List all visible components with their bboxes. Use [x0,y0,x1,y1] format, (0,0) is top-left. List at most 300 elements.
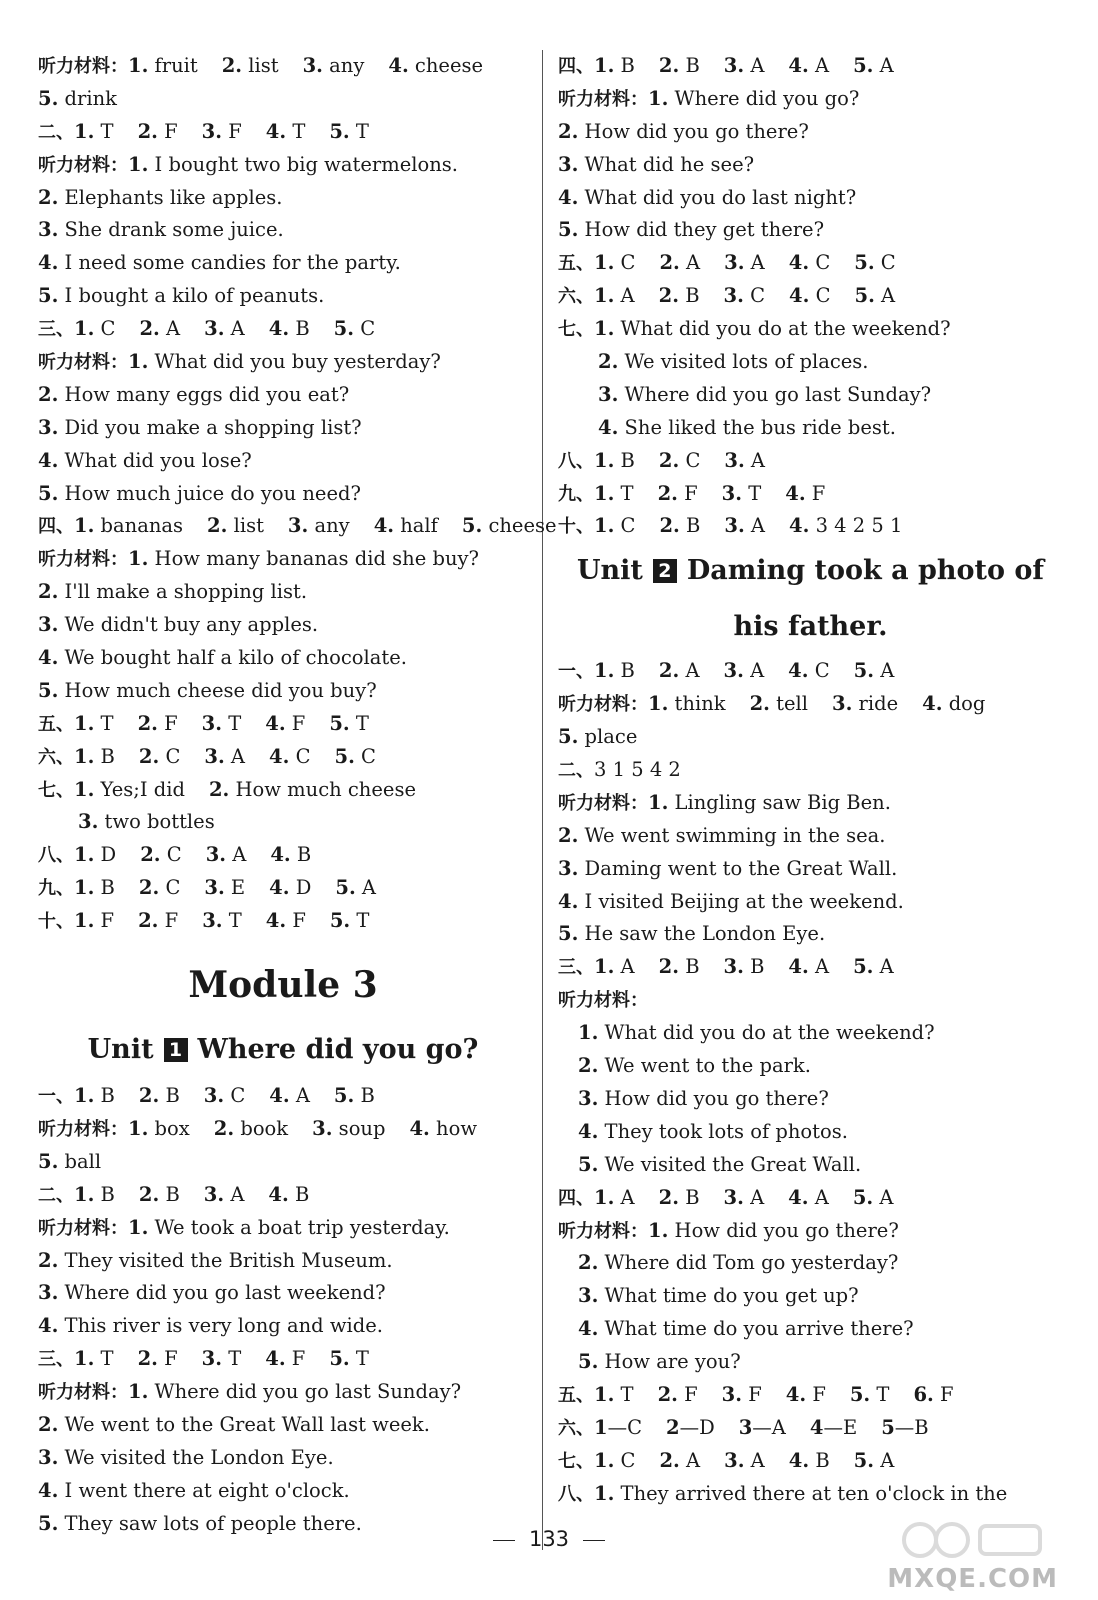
answer-line [558,787,1063,820]
answer-item: 4. C [788,659,830,683]
answer-item: 5. cheese [461,514,557,538]
unit-title: Where did you go? [197,1034,479,1066]
unit-title-continued: his father. [733,611,888,643]
answer-item: 4. C [269,744,311,768]
answer-item: 1. How did you go there? [648,1218,899,1242]
answer-item: 1. What did you do at the weekend? [594,317,951,341]
answer-line [38,1277,528,1310]
answer-item: 2. A [658,659,700,683]
section-label: 二、 [558,760,594,782]
answer-item: 1. B [594,448,635,472]
section-label: 一、 [558,661,594,683]
answer-item: 2. C [658,448,701,472]
answer-item: 5. He saw the London Eye. [558,922,826,946]
answer-line [38,346,528,379]
answer-item: 5. T [329,909,370,933]
section-label: 听力材料： [558,990,648,1012]
answer-item: 3—A [738,1415,786,1439]
answer-item: 2. Where did Tom go yesterday? [578,1251,899,1275]
answer-item: 3. T [201,711,242,735]
answer-item: 2. F [137,711,178,735]
left-column [38,50,557,1541]
section-label: 三、 [38,1349,74,1371]
unit-word: Unit [87,1034,154,1066]
section-label: 听力材料： [38,352,128,374]
answer-line [38,1376,528,1409]
unit-number-badge: 2 [653,559,677,583]
answer-item: 3 1 5 4 2 [594,758,681,782]
section-label: 听力材料： [558,792,648,814]
answer-item: 3. A [204,317,245,341]
answer-item: 3. C [203,1084,246,1108]
answer-item: 3. She drank some juice. [38,218,284,242]
answer-item: 3. A [204,744,246,768]
answer-item: 1. F [74,909,115,933]
answer-line [558,1083,1063,1116]
answer-item: 1. Yes;I did [74,777,185,801]
answer-item: 1. Where did you go last Sunday? [128,1380,462,1404]
answer-item: 1—C [594,1415,642,1439]
answer-item: 2. C [138,876,181,900]
answer-item: 1. box [128,1116,190,1140]
answer-item: 1. T [594,1382,634,1406]
section-label: 八、 [558,1483,594,1505]
right-column [558,50,1063,1511]
answer-item: 1. I bought two big watermelons. [128,152,458,176]
answer-item: 3. A [205,843,247,867]
answer-item: 2. B [658,1185,700,1209]
unit-number-badge: 1 [164,1038,188,1062]
answer-item: 4. A [269,1084,310,1108]
answer-item: 3. Daming went to the Great Wall. [558,856,898,880]
answer-line [38,774,528,807]
answer-line [38,1146,528,1179]
answer-item: 5. A [853,1448,895,1472]
answer-line [558,688,1063,721]
answer-item: 1. bananas [74,514,184,538]
answer-item: 4. C [788,251,831,275]
answer-item: 2. B [138,1182,180,1206]
answer-line [38,1409,528,1442]
answer-line [558,1412,1063,1445]
answer-line [558,820,1063,853]
section-label: 八、 [558,450,594,472]
answer-item: 3. A [723,1185,765,1209]
answer-item: 4. What time do you arrive there? [578,1317,914,1341]
answer-item: 4. What did you lose? [38,448,252,472]
answer-line [558,313,1063,346]
answer-item: 1. D [74,843,117,867]
answer-line [38,214,528,247]
answer-item: 2. We visited lots of places. [598,350,869,374]
answer-item: 3. Where did you go last Sunday? [598,382,932,406]
answer-item: 4. F [265,1347,306,1371]
answer-item: 3. soup [312,1116,386,1140]
answer-item: 4. I visited Beijing at the weekend. [558,889,904,913]
answer-item: 5. C [854,251,896,275]
answer-line [38,1310,528,1343]
answer-item: 3. A [724,251,765,275]
answer-item: 2. F [137,1347,178,1371]
answer-item: 2. A [139,317,181,341]
answer-item: 5. We visited the Great Wall. [578,1152,862,1176]
answer-line [558,1247,1063,1280]
answer-line [38,280,528,313]
answer-line [38,905,528,938]
answer-line [558,510,1063,543]
answer-item: 3. ride [832,692,899,716]
answer-item: 5. C [333,317,376,341]
answer-item: 4. We bought half a kilo of chocolate. [38,646,407,670]
answer-item: 5. How much cheese did you buy? [38,678,377,702]
module-heading: Module 3 [188,964,378,1007]
answer-item: 4. They took lots of photos. [578,1119,848,1143]
answer-line [38,576,528,609]
answer-item: 5. A [335,876,377,900]
answer-line [38,247,528,280]
answer-item: 3. A [723,659,765,683]
answer-line [558,50,1063,83]
section-label: 四、 [558,1187,594,1209]
answer-line [38,806,528,839]
answer-item: 2. C [140,843,182,867]
section-label: 听力材料： [558,1220,648,1242]
answer-item: 4. A [788,54,830,77]
section-label: 七、 [38,779,74,801]
answer-item: 3. How did you go there? [578,1086,829,1110]
answer-line [38,1245,528,1278]
answer-item: 1. A [594,284,635,308]
answer-item: 5. T [849,1382,890,1406]
section-label: 八、 [38,845,74,867]
answer-item: 1. C [74,317,116,341]
answer-item: 3. B [723,955,765,979]
answer-line [558,886,1063,919]
answer-line [38,1113,528,1146]
section-label: 九、 [558,483,594,505]
section-label: 听力材料： [38,549,128,571]
answer-item: 4. This river is very long and wide. [38,1314,383,1338]
answer-item: 4. 3 4 2 5 1 [789,514,903,538]
answer-item: 4. F [265,909,306,933]
answer-item: 3. Where did you go last weekend? [38,1281,386,1305]
answer-line [38,839,528,872]
answer-line [38,510,557,543]
answer-line [38,1080,528,1113]
answer-item: 1. What did you do at the weekend? [578,1021,935,1045]
answer-line [558,346,1063,379]
answer-line [38,1343,528,1376]
answer-line [558,445,1063,478]
answer-item: 4. dog [922,692,986,716]
answer-item: 2. list [221,54,279,77]
section-label: 十、 [558,516,594,538]
section-label: 听力材料： [38,1382,128,1404]
answer-line [558,1215,1063,1248]
answer-item: 4. A [788,955,830,979]
answer-item: 3. A [724,1448,765,1472]
answer-item: 1. B [74,744,115,768]
answer-line [38,872,528,905]
answer-item: 3. A [724,514,766,538]
answer-item: 3. E [204,876,246,900]
answer-line [558,1149,1063,1182]
answer-line [38,1442,528,1475]
answer-item: 1. Lingling saw Big Ben. [648,790,891,814]
answer-line [558,1017,1063,1050]
answer-item: 1. C [594,514,636,538]
answer-item: 4. F [785,1382,826,1406]
answer-item: 4. B [268,317,310,341]
answer-item: 5. T [329,1347,369,1371]
answer-item: 2. We went to the Great Wall last week. [38,1412,430,1436]
answer-item: 1. B [74,1084,115,1108]
answer-item: 2. I'll make a shopping list. [38,580,308,604]
answer-item: 2. F [137,119,178,143]
answer-item: 3. two bottles [78,810,215,834]
footer-dash-left [493,1540,515,1541]
answer-item: 2. They visited the British Museum. [38,1248,393,1272]
answer-item: 5. I bought a kilo of peanuts. [38,284,325,308]
answer-line [558,478,1063,511]
answer-item: 4. C [789,284,831,308]
answer-item: 2. F [657,481,698,505]
answer-item: 4. I went there at eight o'clock. [38,1478,350,1502]
answer-line [558,1379,1063,1412]
answer-item: 1. T [74,119,114,143]
answer-item: 2. F [138,909,179,933]
answer-item: 4. She liked the bus ride best. [598,415,896,439]
answer-line [558,83,1063,116]
answer-item: 4. D [269,876,312,900]
answer-item: 5. A [854,284,896,308]
column-divider [542,50,543,1550]
answer-item: 2. B [658,955,700,979]
answer-item: 1. fruit [128,54,198,77]
answer-line [558,149,1063,182]
answer-item: 3. any [302,54,365,77]
answer-item: 2. B [658,284,700,308]
answer-item: 2. We went swimming in the sea. [558,823,886,847]
answer-item: 4. What did you do last night? [558,185,857,209]
section-label: 六、 [558,286,594,308]
answer-item: 5. A [853,955,894,979]
answer-item: 2. C [138,744,181,768]
answer-item: 5. A [853,54,894,77]
answer-line [38,50,528,83]
footer-dash-right [583,1540,605,1541]
unit-heading [558,543,1063,599]
answer-line [558,214,1063,247]
answer-item: 1. T [594,481,634,505]
answer-item: 1. They arrived there at ten o'clock in the [594,1481,1008,1505]
answer-item: 1. T [74,1347,114,1371]
section-label: 五、 [558,253,594,275]
answer-item: 2. We went to the park. [578,1054,811,1078]
answer-item: 3. T [201,1347,242,1371]
answer-item: 3. A [724,448,766,472]
answer-line [558,1478,1063,1511]
answer-item: 4. T [265,119,306,143]
answer-item: 5. How are you? [578,1350,741,1374]
watermark-text: MXQE.COM [887,1564,1058,1594]
answer-item: 5. How did they get there? [558,218,825,242]
answer-item: 4. half [373,514,438,538]
section-label: 七、 [558,1450,594,1472]
answer-item: 2. B [659,514,701,538]
answer-item: 2. A [659,1448,701,1472]
answer-line [558,280,1063,313]
section-label: 听力材料： [558,694,648,716]
answer-item: 1. B [594,659,635,683]
answer-line [558,1280,1063,1313]
section-label: 七、 [558,319,594,341]
section-label: 听力材料： [38,1118,128,1140]
answer-item: 4. F [785,481,826,505]
answer-line [558,116,1063,149]
answer-line [558,951,1063,984]
answer-item: 3. C [723,284,766,308]
answer-item: 3. A [723,54,765,77]
answer-item: 5. ball [38,1149,102,1173]
answer-item: 6. F [913,1382,954,1406]
answer-item: 1. We took a boat trip yesterday. [128,1215,450,1239]
answer-line [38,116,528,149]
answer-line [558,984,1063,1017]
section-label: 二、 [38,121,74,143]
answer-item: 2. Elephants like apples. [38,185,283,209]
answer-line [38,83,528,116]
answer-line [558,1116,1063,1149]
answer-item: 4. cheese [388,54,484,77]
answer-item: 1. T [74,711,114,735]
answer-line [38,313,528,346]
answer-item: 4. F [265,711,306,735]
answer-line [558,721,1063,754]
answer-item: 2. A [659,251,701,275]
answer-line [558,379,1063,412]
answer-item: 1. think [648,692,726,716]
answer-item: 1. C [594,1448,636,1472]
answer-item: 5. A [852,1185,894,1209]
answer-item: 1. What did you buy yesterday? [128,350,441,374]
answer-item: 5. B [333,1084,375,1108]
answer-line [558,1182,1063,1215]
answer-line [38,182,528,215]
answer-item: 3. What did he see? [558,152,755,176]
answer-item: 4. how [409,1116,478,1140]
answer-item: 5. C [334,744,376,768]
answer-item: 2. list [207,514,264,538]
unit-title: Daming took a photo of [686,555,1045,587]
answer-item: 4. A [788,1185,829,1209]
answer-line [38,642,528,675]
answer-item: 2. How many eggs did you eat? [38,382,350,406]
answer-line [38,445,528,478]
answer-item: 1. B [74,1182,115,1206]
answer-item: 2—D [666,1415,715,1439]
answer-item: 4. I need some candies for the party. [38,251,401,275]
section-label: 一、 [38,1086,74,1108]
answer-line [38,609,528,642]
answer-item: 3. Did you make a shopping list? [38,415,362,439]
answer-line [38,1179,528,1212]
section-label: 六、 [558,1417,594,1439]
answer-line [558,655,1063,688]
answer-item: 3. A [203,1182,245,1206]
answer-item: 5. T [329,119,369,143]
section-label: 听力材料： [38,1217,128,1239]
answer-item: 1. How many bananas did she buy? [128,547,479,571]
answer-item: 3. T [721,481,762,505]
answer-line [38,543,528,576]
section-label: 三、 [558,957,594,979]
answer-line [558,1050,1063,1083]
section-label: 六、 [38,746,74,768]
answer-item: 3. We visited the London Eye. [38,1445,334,1469]
section-label: 九、 [38,878,74,900]
page-number: 133 [528,1527,570,1551]
answer-line [558,1313,1063,1346]
answer-item: 3. F [721,1382,762,1406]
section-label: 听力材料： [38,154,128,176]
answer-item: 4. B [270,843,312,867]
answer-item: 3. any [287,514,350,538]
answer-line [558,247,1063,280]
answer-item: 5. A [853,659,895,683]
answer-item: 1. A [594,955,635,979]
answer-item: 5. T [329,711,369,735]
section-label: 四、 [558,56,594,77]
unit-heading [38,1020,528,1080]
answer-item: 1. B [74,876,115,900]
answer-item: 1. A [594,1185,635,1209]
answer-line [38,478,528,511]
section-label: 五、 [558,1384,594,1406]
answer-item: 2. How much cheese [208,777,416,801]
answer-item: 1. B [594,54,635,77]
answer-item: 3. F [201,119,242,143]
answer-line [38,741,528,774]
answer-item: 2. tell [749,692,808,716]
answer-item: 5. place [558,725,638,749]
answer-item: 3. T [202,909,242,933]
answer-line [38,708,528,741]
answer-item: 4. B [268,1182,310,1206]
section-label: 十、 [38,911,74,933]
answer-item: 2. B [138,1084,180,1108]
section-label: 听力材料： [38,56,128,77]
answer-item: 2. book [213,1116,289,1140]
answer-item: 2. How did you go there? [558,119,809,143]
answer-item: 3. What time do you get up? [578,1284,859,1308]
answer-line [558,412,1063,445]
answer-line [558,853,1063,886]
answer-item: 2. F [657,1382,698,1406]
answer-item: 1. Where did you go? [648,86,860,110]
section-label: 四、 [38,516,74,538]
answer-item: 5—B [881,1415,929,1439]
answer-item: 5. They saw lots of people there. [38,1511,362,1535]
unit-word: Unit [576,555,643,587]
section-label: 二、 [38,1184,74,1206]
answer-line [558,754,1063,787]
answer-line [558,1445,1063,1478]
answer-item: 2. B [658,54,700,77]
section-label: 三、 [38,319,74,341]
section-label: 听力材料： [558,88,648,110]
answer-item: 5. drink [38,86,117,110]
